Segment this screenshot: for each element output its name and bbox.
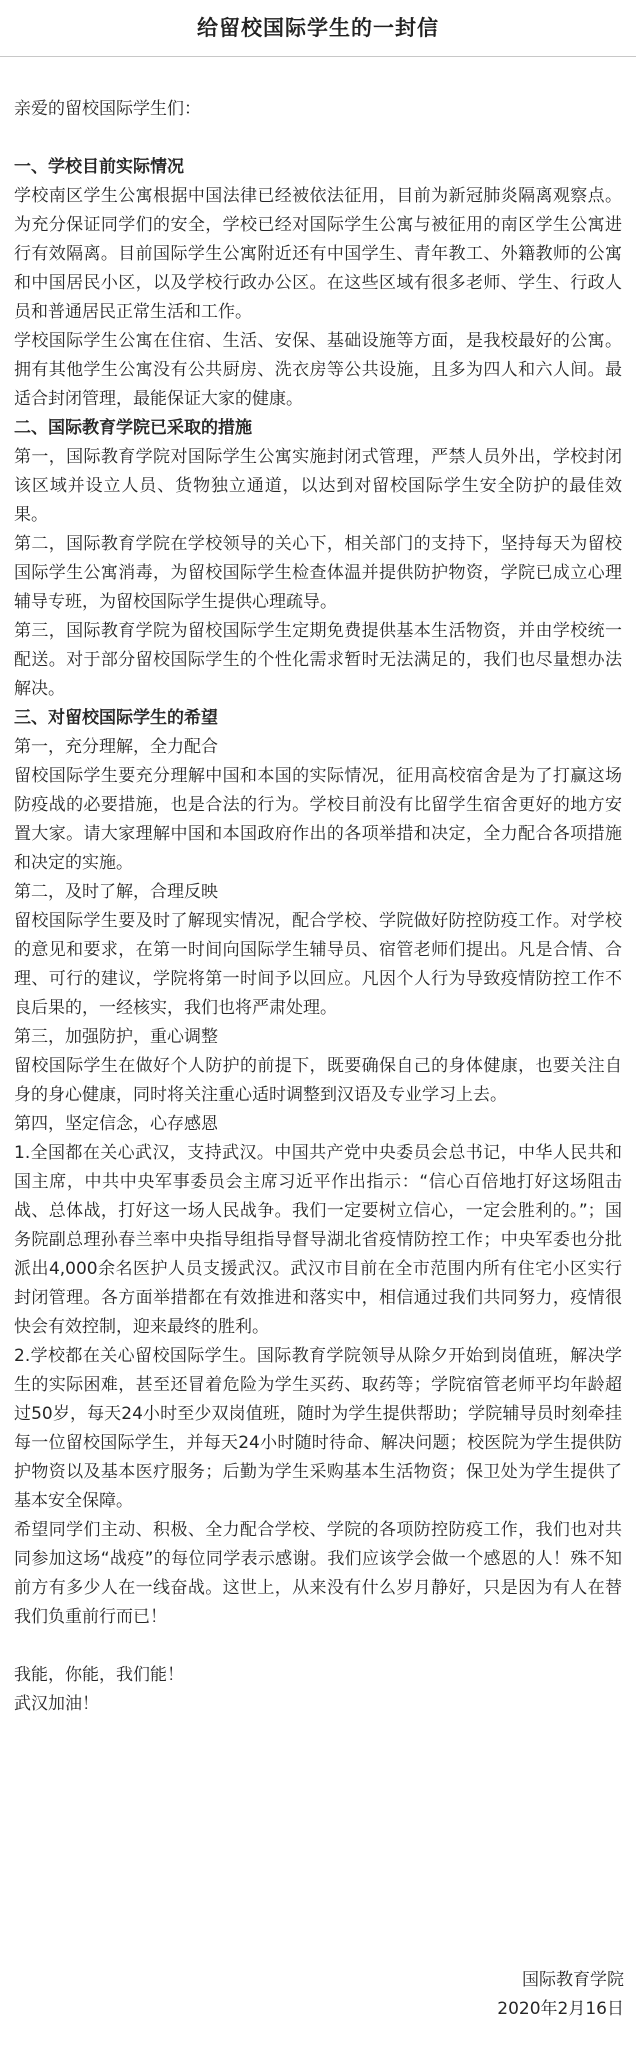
greeting: 亲爱的留校国际学生们：: [14, 99, 201, 119]
section-3-paragraph-2: 留校国际学生要及时了解现实情况，配合学校、学院做好防控防疫工作。对学校的意见和要求，在第一时间向国际学生辅导员、宿管老师们提出。凡是合情、合理、可行的建议，学院将第一时间予以回应。凡因个人行为导致疫情防控工作不良后果的，一经核实，我们也将严肃处理。: [14, 911, 622, 1018]
section-3-paragraph-1: 留校国际学生要充分理解中国和本国的实际情况，征用高校宿舍是为了打赢这场防疫战的必要措施，也是合法的行为。学校目前没有比留学生宿舍更好的地方安置大家。请大家理解中国和本国政府作出的各项举措和决定，全力配合各项措施和决定的实施。: [14, 766, 622, 873]
section-2-paragraph-2: 第二，国际教育学院在学校领导的关心下，相关部门的支持下，坚持每天为留校国际学生公寓消毒，为留校国际学生检查体温并提供防护物资，学院已成立心理辅导专班，为留校国际学生提供心理疏导。: [14, 534, 622, 612]
letter-body: [14, 95, 622, 1719]
signature-org: 国际教育学院: [522, 1970, 624, 1990]
section-3-paragraph-5: 2.学校都在关心留校国际学生。国际教育学院领导从除夕开始到岗值班，解决学生的实际困难，甚至还冒着危险为学生买药、取药等；学院宿管老师平均年龄超过50岁，每天24小时至少双岗值班，随时为学生提供帮助；学院辅导员时刻牵挂每一位留校国际学生，并每天24小时随时待命、解决问题；校医院为学生提供防护物资以及基本医疗服务；后勤为学生采购基本生活物资；保卫处为学生提供了基本安全保障。: [14, 1346, 622, 1511]
section-2-paragraph-1: 第一，国际教育学院对国际学生公寓实施封闭式管理，严禁人员外出，学校封闭该区域并设立人员、货物独立通道，以达到对留校国际学生安全防护的最佳效果。: [14, 447, 622, 525]
closing-line-2: 武汉加油！: [14, 1694, 99, 1714]
section-3-subheading-4: 第四，坚定信念，心存感恩: [14, 1114, 218, 1134]
section-1-paragraph-1: 学校南区学生公寓根据中国法律已经被依法征用，目前为新冠肺炎隔离观察点。为充分保证同学们的安全，学校已经对国际学生公寓与被征用的南区学生公寓进行有效隔离。目前国际学生公寓附近还有中国学生、青年教工、外籍教师的公寓和中国居民小区，以及学校行政办公区。在这些区域有很多老师、学生、行政人员和普通居民正常生活和工作。: [14, 186, 622, 322]
spacer: [14, 124, 622, 153]
section-2-heading: 二、国际教育学院已采取的措施: [14, 418, 252, 438]
section-1-heading: 一、学校目前实际情况: [14, 157, 184, 177]
section-3-paragraph-6: 希望同学们主动、积极、全力配合学校、学院的各项防控防疫工作，我们也对共同参加这场“战疫”的每位同学表示感谢。我们应该学会做一个感恩的人！殊不知前方有多少人在一线奋战。这世上，从来没有什么岁月静好，只是因为有人在替我们负重前行而已！: [14, 1520, 622, 1627]
section-2-paragraph-3: 第三，国际教育学院为留校国际学生定期免费提供基本生活物资，并由学校统一配送。对于部分留校国际学生的个性化需求暂时无法满足的，我们也尽量想办法解决。: [14, 621, 622, 699]
section-3-paragraph-3: 留校国际学生在做好个人防护的前提下，既要确保自己的身体健康，也要关注自身的身心健康，同时将关注重心适时调整到汉语及专业学习上去。: [14, 1056, 622, 1105]
section-3-paragraph-4: 1.全国都在关心武汉，支持武汉。中国共产党中央委员会总书记，中华人民共和国主席，中共中央军事委员会主席习近平作出指示：“信心百倍地打好这场阻击战、总体战，打好这一场人民战争。我们一定要树立信心，一定会胜利的。”；国务院副总理孙春兰率中央指导组指导督导湖北省疫情防控工作；中央军委也分批派出4,000余名医护人员支援武汉。武汉市目前在全市范围内所有住宅小区实行封闭管理。各方面举措都在有效推进和落实中，相信通过我们共同努力，疫情很快会有效控制，迎来最终的胜利。: [14, 1143, 622, 1337]
section-1-paragraph-2: 学校国际学生公寓在住宿、生活、安保、基础设施等方面，是我校最好的公寓。拥有其他学生公寓没有公共厨房、洗衣房等公共设施，且多为四人和六人间。最适合封闭管理，最能保证大家的健康。: [14, 331, 622, 409]
signature-date: 2020年2月16日: [497, 1999, 624, 2019]
title-divider: [0, 56, 636, 57]
spacer: [14, 1632, 622, 1661]
section-3-heading: 三、对留校国际学生的希望: [14, 708, 218, 728]
section-3-subheading-3: 第三，加强防护，重心调整: [14, 1027, 218, 1047]
closing-line-1: 我能，你能，我们能！: [14, 1665, 184, 1685]
section-3-subheading-1: 第一，充分理解，全力配合: [14, 737, 218, 757]
section-3-subheading-2: 第二，及时了解，合理反映: [14, 882, 218, 902]
signature-block: [497, 1966, 624, 2024]
letter-title: 给留校国际学生的一封信: [197, 16, 439, 40]
